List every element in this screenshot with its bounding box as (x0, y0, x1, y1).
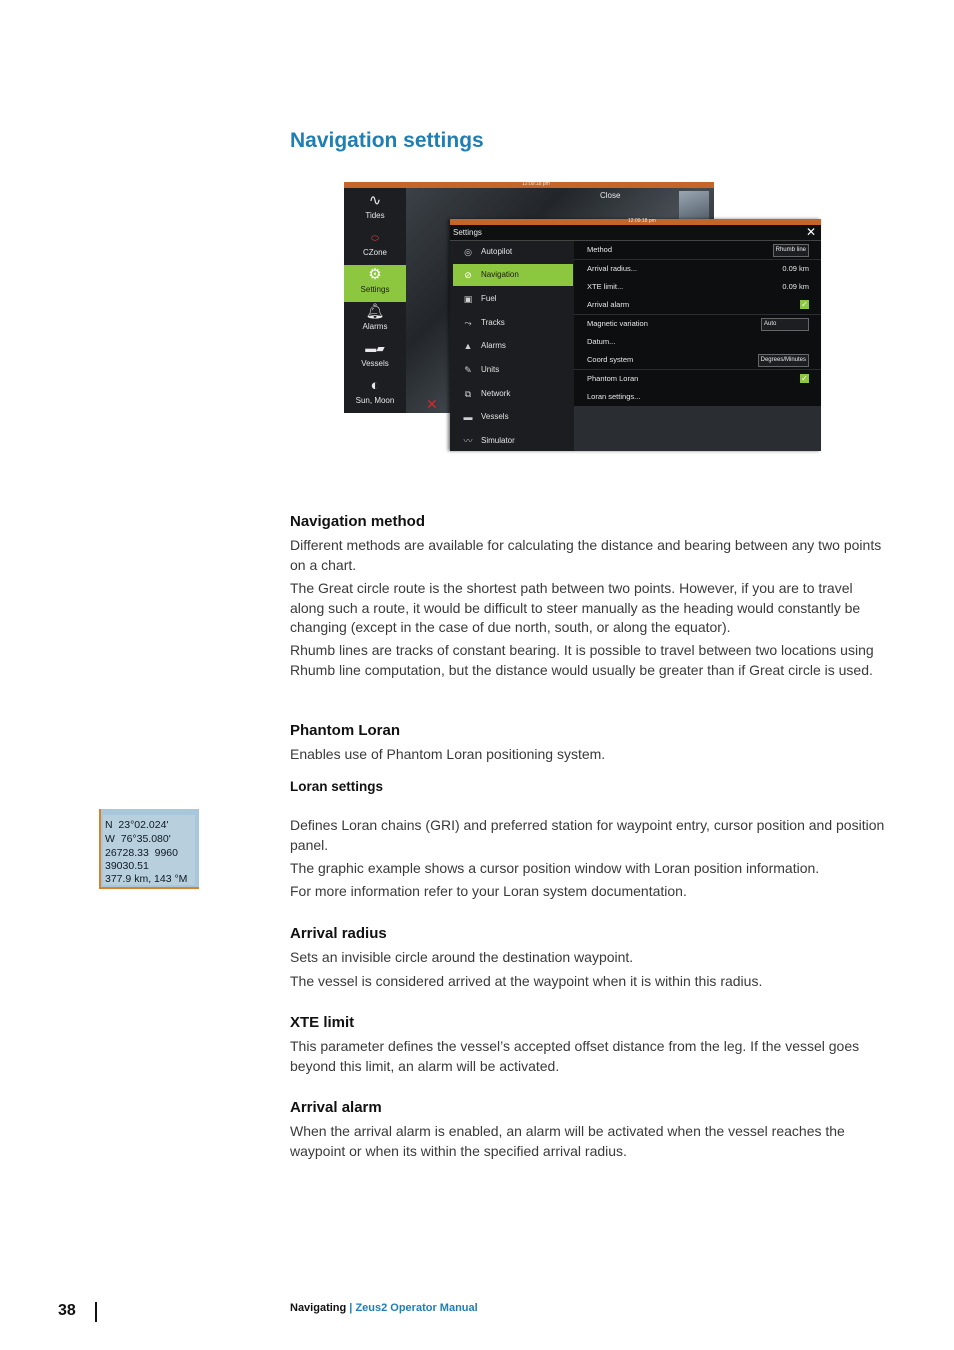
page-number: 38 (58, 1302, 76, 1319)
loran-position-window (99, 809, 199, 889)
loran-line: W 76°35.080' (105, 833, 171, 845)
czone-icon: ⬭ (371, 233, 379, 243)
sun-moon-icon: ◐ (370, 377, 380, 394)
paragraph: The graphic example shows a cursor position window with Loran position information. (290, 860, 820, 876)
sidebar-item-tides[interactable]: ∿ Tides (344, 191, 406, 228)
setting-xte-limit[interactable]: XTE limit... 0.09 km (574, 278, 821, 297)
bell-icon: 🔔︎ (365, 303, 385, 320)
paragraph: Rhumb lines are tracks of constant bearing. It is possible to travel between two locations using Rhumb line computation, but the distance would usually be greater than if Great circle is used. (290, 642, 874, 678)
tides-icon: ∿ (368, 192, 382, 209)
footer (290, 1302, 478, 1314)
sidebar-item-alarms[interactable]: 🔔︎ Alarms (344, 302, 406, 339)
tracks-icon: ⤳ (464, 318, 472, 328)
setting-arrival-alarm[interactable]: Arrival alarm ✓ (574, 296, 821, 315)
paragraph: For more information refer to your Loran system documentation. (290, 883, 687, 899)
menu-item-navigation[interactable]: ⊘ Navigation (453, 264, 573, 286)
network-icon: ⧉ (464, 389, 472, 399)
heading-navigation-method: Navigation method (290, 513, 426, 530)
footer-divider (95, 1302, 97, 1322)
method-dropdown[interactable]: Rhumb line (773, 244, 809, 257)
menu-item-network[interactable]: ⧉ Network (453, 383, 573, 405)
menu-item-autopilot[interactable]: ◎ Autopilot (453, 241, 573, 263)
paragraph: Defines Loran chains (GRI) and preferred station for waypoint entry, cursor position and position panel. (290, 817, 885, 853)
simulator-icon: 〰 (463, 436, 473, 446)
footer-manual: Zeus2 Operator Manual (355, 1302, 478, 1314)
autopilot-icon: ◎ (464, 247, 472, 257)
coord-system-dropdown[interactable]: Degrees/Minutes (758, 354, 809, 367)
setting-method[interactable]: Method Rhumb line (574, 241, 821, 260)
footer-section: Navigating (290, 1302, 347, 1314)
setting-arrival-radius[interactable]: Arrival radius... 0.09 km (574, 260, 821, 279)
paragraph: When the arrival alarm is enabled, an alarm will be activated when the vessel reaches the waypoint or when its within the specified arrival radius. (290, 1123, 845, 1159)
close-button[interactable]: Close (600, 191, 621, 200)
page-title: Navigation settings (290, 129, 484, 152)
setting-datum[interactable]: Datum... (574, 333, 821, 352)
preview-thumbnail (679, 191, 709, 219)
back-clock: 12:09:18 pm (522, 182, 550, 187)
paragraph: The vessel is considered arrived at the waypoint when it is within this radius. (290, 973, 763, 989)
sidebar-item-vessels[interactable]: ▬▰ Vessels (344, 339, 406, 376)
paragraph: Different methods are available for calculating the distance and bearing between any two points on a chart. (290, 537, 882, 573)
settings-menu (450, 241, 573, 451)
vessels-icon: ▬▰ (365, 343, 385, 355)
settings-screenshot (344, 182, 821, 451)
settings-header (450, 225, 821, 241)
vessels-icon: ▬ (463, 412, 473, 422)
units-icon: ✎ (464, 365, 472, 375)
sidebar-item-settings[interactable]: ⚙ Settings (344, 265, 406, 302)
sidebar-item-czone[interactable]: ⬭ CZone (344, 228, 406, 265)
heading-arrival-radius: Arrival radius (290, 925, 387, 942)
setting-phantom-loran[interactable]: Phantom Loran ✓ (574, 370, 821, 389)
back-sidebar (344, 188, 406, 413)
menu-item-tracks[interactable]: ⤳ Tracks (453, 312, 573, 334)
bell-icon: ▲ (463, 341, 473, 351)
paragraph: Sets an invisible circle around the destination waypoint. (290, 949, 634, 965)
setting-loran-settings[interactable]: Loran settings... (574, 388, 821, 407)
close-x-icon[interactable]: ✕ (426, 396, 438, 412)
loran-line: 377.9 km, 143 °M (105, 873, 188, 885)
magnetic-variation-dropdown[interactable]: Auto (761, 318, 809, 331)
menu-item-vessels[interactable]: ▬ Vessels (453, 406, 573, 428)
settings-window (450, 219, 821, 451)
heading-arrival-alarm: Arrival alarm (290, 1099, 382, 1116)
setting-coord-system[interactable]: Coord system Degrees/Minutes (574, 351, 821, 370)
settings-title: Settings (453, 228, 482, 237)
fuel-icon: ▣ (463, 294, 473, 304)
menu-item-simulator[interactable]: 〰 Simulator (453, 430, 573, 452)
gear-icon: ⚙ (368, 266, 382, 283)
heading-xte-limit: XTE limit (290, 1014, 355, 1031)
loran-line: N 23°02.024' (105, 819, 169, 831)
front-clock: 12:09:18 pm (628, 218, 656, 224)
setting-magnetic-variation[interactable]: Magnetic variation Auto (574, 315, 821, 334)
menu-item-units[interactable]: ✎ Units (453, 359, 573, 381)
heading-loran-settings: Loran settings (290, 779, 384, 794)
navigation-icon: ⊘ (464, 270, 472, 280)
footer-separator: | (346, 1302, 356, 1314)
menu-item-alarms[interactable]: ▲ Alarms (453, 335, 573, 357)
arrival-alarm-checkbox[interactable]: ✓ (801, 300, 808, 309)
navigation-settings-panel (574, 241, 821, 451)
loran-line: 26728.33 9960 (105, 847, 178, 859)
phantom-loran-checkbox[interactable]: ✓ (801, 374, 808, 383)
close-icon[interactable]: ✕ (805, 225, 816, 239)
loran-line: 39030.51 (105, 860, 149, 872)
sidebar-item-sun-moon[interactable]: ◐ Sun, Moon (344, 376, 406, 413)
menu-item-fuel[interactable]: ▣ Fuel (453, 288, 573, 310)
paragraph: The Great circle route is the shortest path between two points. However, if you are to travel along such a route, it would be difficult to steer manually as the heading would constantly be changing (except in the case of due north, south, or along the equator). (290, 580, 861, 635)
paragraph: Enables use of Phantom Loran positioning system. (290, 746, 606, 762)
paragraph: This parameter defines the vessel’s accepted offset distance from the leg. If the vessel goes beyond this limit, an alarm will be activated. (290, 1038, 860, 1074)
heading-phantom-loran: Phantom Loran (290, 722, 401, 739)
